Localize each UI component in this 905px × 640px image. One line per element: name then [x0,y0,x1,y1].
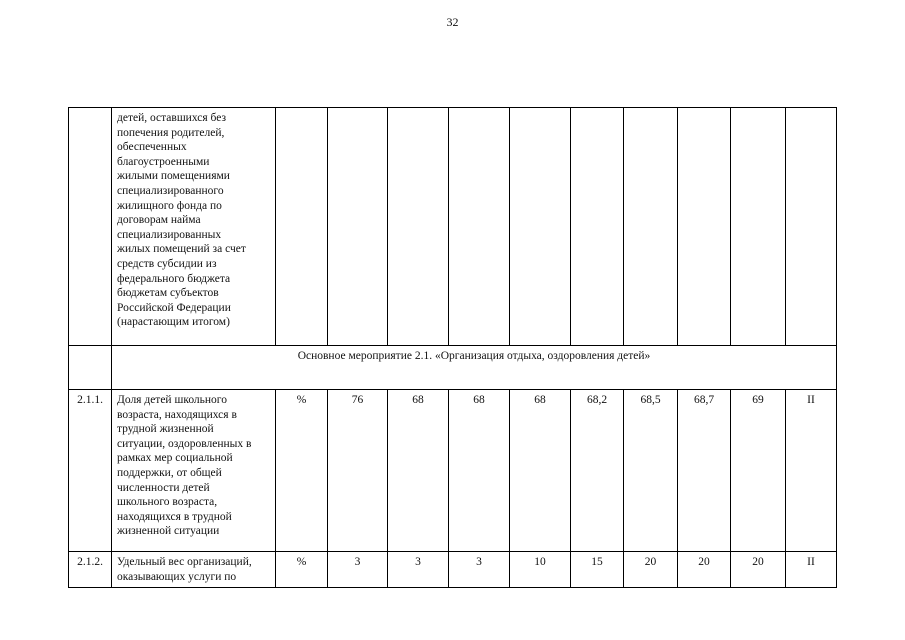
value-cell: 68,5 [624,390,678,552]
value-cell: 76 [328,390,388,552]
value-cell [328,108,388,346]
type-cell [786,108,837,346]
unit-cell [276,108,328,346]
value-cell [388,108,449,346]
value-cell: 68,2 [571,390,624,552]
unit-cell: % [276,390,328,552]
value-cell [571,108,624,346]
value-cell: 20 [678,552,731,588]
value-cell [731,108,786,346]
value-cell [510,108,571,346]
indicator-description-cell [112,552,276,588]
type-cell: II [786,390,837,552]
value-cell [678,108,731,346]
indicator-description: детей, оставшихся без попечения родителей, обеспеченных благоустроенными жилыми помещениями специализированного жилищного фонда по договорам найма специализированных жилых помещений за счет средств субсидии из федерального бюджета бюджетам субъектов Российской Федерации (нарастающим итогом) [117,112,246,329]
value-cell: 68 [510,390,571,552]
table-row [69,108,837,346]
value-cell: 68,7 [678,390,731,552]
value-cell: 3 [328,552,388,588]
table-row [69,390,837,552]
unit-cell: % [276,552,328,588]
value-cell: 20 [731,552,786,588]
event-row [69,346,837,390]
row-number-cell [69,108,112,346]
row-number: 2.1.2. [69,552,112,588]
value-cell: 20 [624,552,678,588]
row-number-cell [69,346,112,390]
indicator-description-cell [112,390,276,552]
indicator-description-cell [112,108,276,346]
value-cell: 3 [449,552,510,588]
type-cell: II [786,552,837,588]
value-cell: 68 [449,390,510,552]
table-row [69,552,837,588]
indicators-table [68,107,837,588]
value-cell [449,108,510,346]
indicator-description: Удельный вес организаций, оказывающих услуги по [117,556,252,583]
row-number: 2.1.1. [69,390,112,552]
value-cell: 15 [571,552,624,588]
event-title: Основное мероприятие 2.1. «Организация отдыха, оздоровления детей» [112,346,837,390]
value-cell: 10 [510,552,571,588]
value-cell: 3 [388,552,449,588]
value-cell [624,108,678,346]
value-cell: 69 [731,390,786,552]
value-cell: 68 [388,390,449,552]
indicator-description: Доля детей школьного возраста, находящихся в трудной жизненной ситуации, оздоровленных в рамках мер социальной поддержки, от общей численности детей школьного возраста, находящихся в трудной жизненной ситуации [117,394,252,538]
page-number: 32 [446,15,459,29]
